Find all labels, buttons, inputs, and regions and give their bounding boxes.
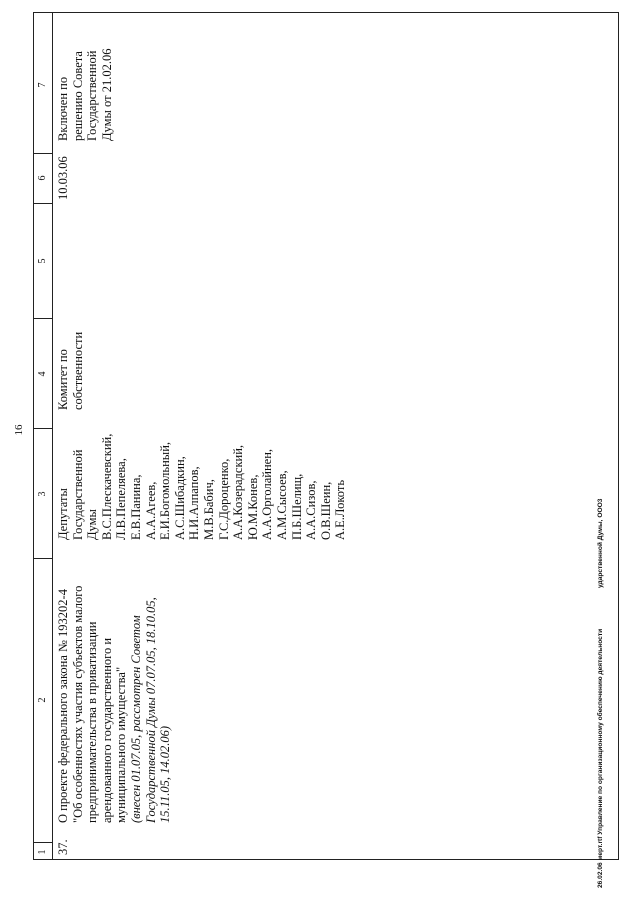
footer-right: ударственной Думы, ООО3 — [597, 498, 604, 588]
bill-history-line: Государственной Думы 07.07.05, 18.10.05, — [143, 597, 158, 823]
column-number-5: 5 — [37, 258, 48, 264]
author-line: А.А.Сизов, — [304, 480, 319, 540]
note-cell — [56, 49, 114, 141]
author-line: А.А.Козерадский, — [231, 444, 246, 540]
column-number-7: 7 — [37, 82, 48, 88]
column-divider — [34, 558, 52, 559]
committee-line: собственности — [70, 331, 85, 410]
bill-table — [33, 12, 619, 860]
note-line: Государственной — [85, 50, 100, 141]
author-line: А.А.Агеев, — [143, 481, 158, 540]
bill-title-cell — [56, 586, 173, 823]
authors-cell — [56, 434, 348, 540]
author-line: Е.В.Панина, — [128, 474, 143, 540]
page-number: 16 — [13, 424, 25, 436]
author-line: Государственной — [70, 449, 85, 540]
author-line: М.В.Бабич, — [201, 479, 216, 540]
author-line: Депутаты — [56, 488, 70, 540]
column-divider — [34, 428, 52, 429]
column-divider — [34, 318, 52, 319]
author-line: Л.В.Пепеляева, — [114, 458, 129, 540]
column-number-2: 2 — [37, 697, 48, 703]
column-number-6: 6 — [37, 175, 48, 181]
committee-line: Комитет по — [56, 349, 70, 410]
column-divider — [34, 153, 52, 154]
column-header-strip — [34, 13, 53, 859]
column-divider — [34, 203, 52, 204]
column-number-4: 4 — [37, 371, 48, 377]
author-line: Ю.М.Конев, — [245, 474, 260, 540]
date-text: 10.03.06 — [56, 156, 70, 200]
author-line: П.Б.Шелищ, — [289, 473, 304, 540]
author-line: А.Е.Локоть — [333, 479, 348, 540]
bill-title-line: "Об особенностях участия субъектов малого — [70, 585, 85, 823]
note-line: Включен по — [56, 76, 70, 141]
author-line: В.С.Плескачевский, — [99, 433, 114, 540]
row-number: 37. — [56, 839, 70, 855]
author-line: Г.С.Дороценко, — [216, 458, 231, 540]
bill-title-line: арендованного государственного и — [99, 637, 114, 823]
author-line: А.А.Орголайнен, — [260, 448, 275, 540]
author-line: Е.И.Богомольный, — [158, 441, 173, 540]
date-cell — [56, 156, 71, 200]
footer-left: 26.02.06 мерт.rtf Управление по организационному обеспечению деятельности — [597, 628, 604, 888]
author-line: Думы — [85, 509, 100, 540]
bill-title-line: предпринимательства в приватизации — [85, 621, 100, 823]
column-number-3: 3 — [37, 491, 48, 497]
committee-cell — [56, 332, 85, 410]
bill-history-line: 15.11.05, 14.02.06) — [158, 726, 173, 823]
author-line: Н.И.Алпапов, — [187, 466, 202, 540]
column-number-1: 1 — [37, 849, 48, 855]
author-line: А.М.Сысоев, — [274, 470, 289, 540]
author-line: А.С.Шибадкин, — [172, 456, 187, 540]
author-line: О.В.Шеин, — [318, 481, 333, 540]
bill-title-line: О проекте федерального закона № 193202-4 — [56, 589, 70, 823]
note-line: решению Совета — [70, 51, 85, 141]
bill-history-line: (внесен 01.07.05, рассмотрен Советом — [128, 615, 143, 823]
note-line: Думы от 21.02.06 — [99, 48, 114, 141]
bill-title-line: муниципального имущества" — [114, 666, 129, 823]
